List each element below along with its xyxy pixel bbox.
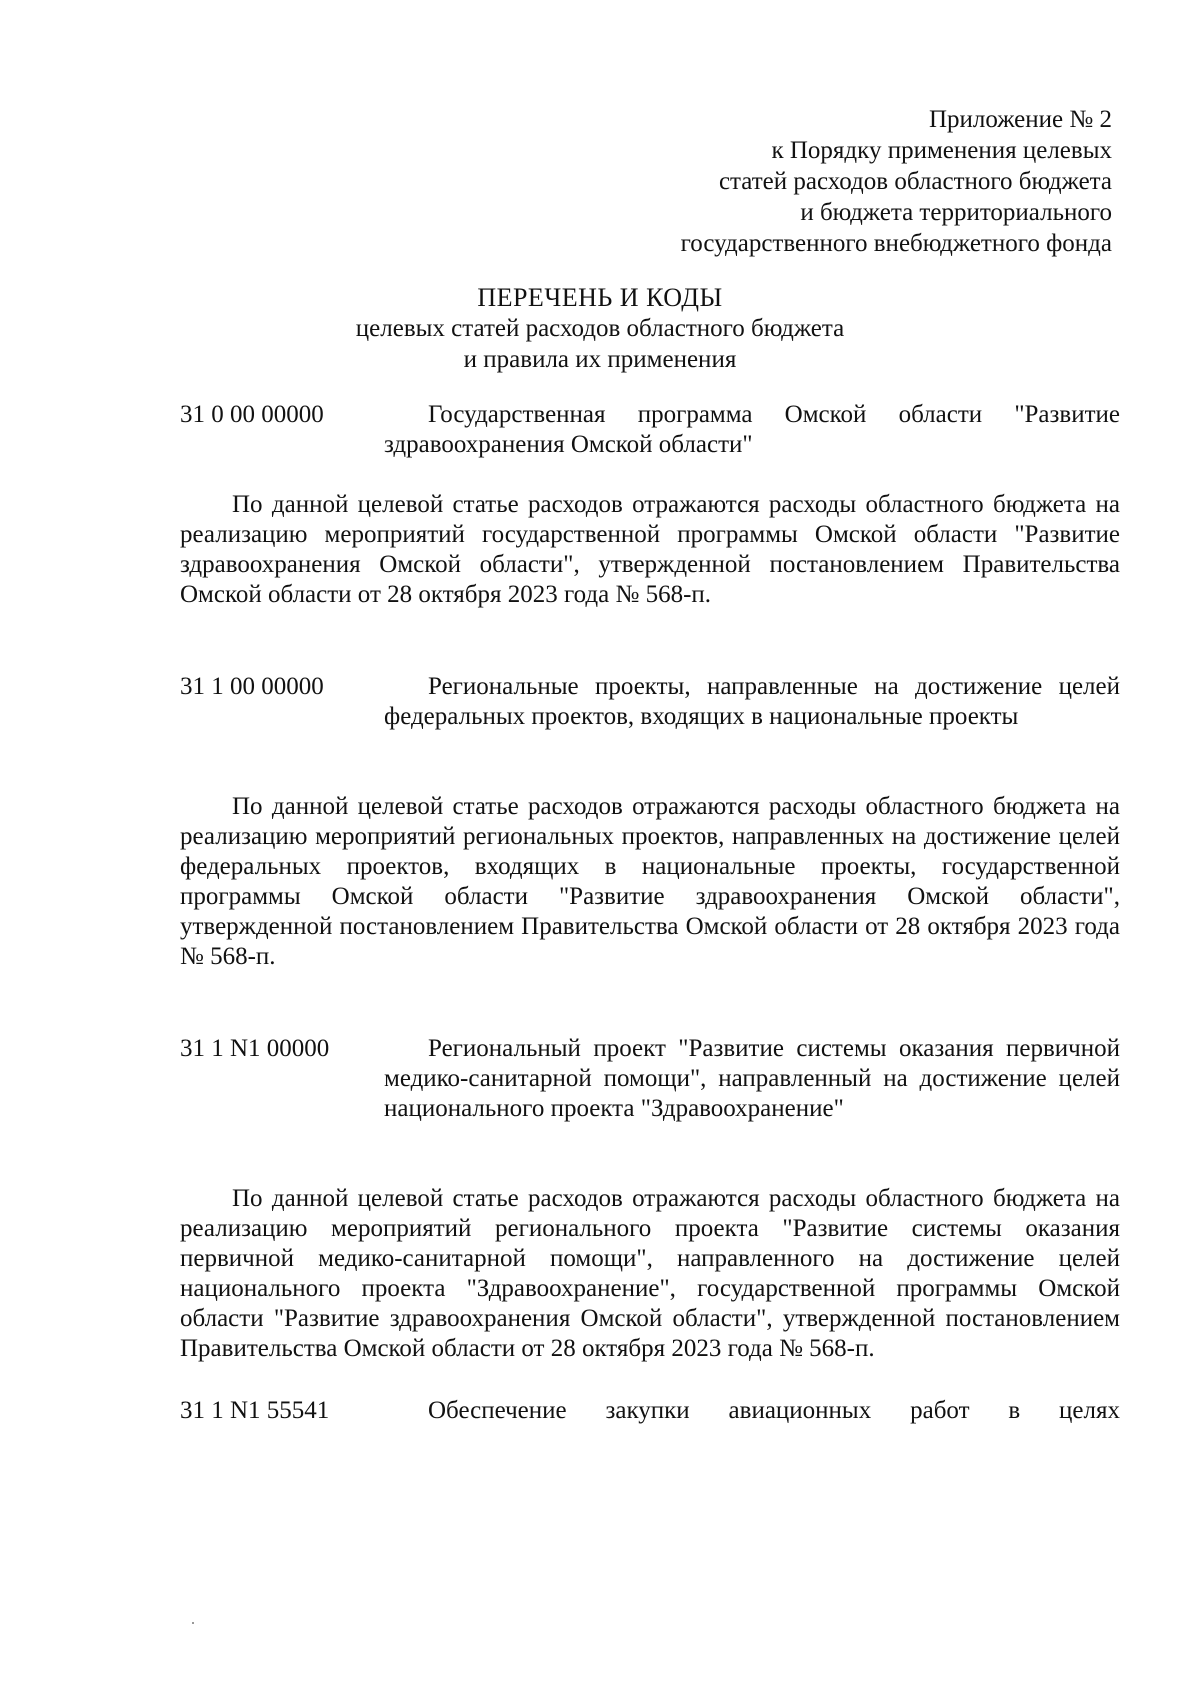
appendix-line: и бюджета территориального — [800, 199, 1112, 226]
document-subtitle: целевых статей расходов областного бюджета — [355, 315, 845, 342]
appendix-line: статей расходов областного бюджета — [718, 168, 1112, 195]
entry-title: Региональные проекты, направленные на достижение целей федеральных проектов, входящих в национальные проекты — [384, 673, 1120, 730]
document-subtitle: и правила их применения — [463, 346, 737, 373]
entry-code: 31 1 N1 00000 — [180, 1035, 330, 1062]
document-heading — [160, 282, 1040, 375]
entry-description: По данной целевой статье расходов отражаются расходы областного бюджета на реализацию мероприятий региональных проектов, направленных на достижение целей федеральных проектов, входящих в национальные проекты, государственной программы Омской области "Развитие здравоохранения Омской области", утвержденной постановлением Правительства Омской области от 28 октября 2023 года № 568-п. — [180, 793, 1120, 970]
appendix-line: Приложение № 2 — [928, 106, 1112, 133]
entry-code: 31 1 00 00000 — [180, 673, 324, 700]
entry-title: Региональный проект "Развитие системы оказания первичной медико-санитарной помощи", направленный на достижение целей национального проекта "Здравоохранение" — [384, 1035, 1120, 1122]
entry-title: Государственная программа Омской области "Развитие здравоохранения Омской области" — [384, 401, 1120, 458]
entry-description: По данной целевой статье расходов отражаются расходы областного бюджета на реализацию мероприятий государственной программы Омской области "Развитие здравоохранения Омской области", утвержденной постановлением Правительства Омской области от 28 октября 2023 года № 568-п. — [180, 491, 1120, 608]
entry-description: По данной целевой статье расходов отражаются расходы областного бюджета на реализацию мероприятий регионального проекта "Развитие системы оказания первичной медико-санитарной помощи", направленного на достижение целей национального проекта "Здравоохранение", государственной программы Омской области "Развитие здравоохранения Омской области", утвержденной постановлением Правительства Омской области от 28 октября 2023 года № 568-п. — [180, 1185, 1120, 1362]
entry-code: 31 1 N1 55541 — [180, 1397, 330, 1424]
budget-entry — [180, 400, 1120, 460]
appendix-line: государственного внебюджетного фонда — [680, 230, 1112, 257]
entry-code: 31 0 00 00000 — [180, 401, 324, 428]
budget-entry — [180, 672, 1120, 732]
budget-entry — [180, 1396, 1120, 1426]
budget-entry — [180, 1034, 1120, 1124]
entry-title: Обеспечение закупки авиационных работ в целях — [428, 1397, 1120, 1424]
appendix-line: к Порядку применения целевых — [771, 137, 1112, 164]
appendix-header — [681, 104, 1112, 259]
document-title: ПЕРЕЧЕНЬ И КОДЫ — [477, 283, 723, 312]
scan-speck — [192, 1622, 194, 1624]
